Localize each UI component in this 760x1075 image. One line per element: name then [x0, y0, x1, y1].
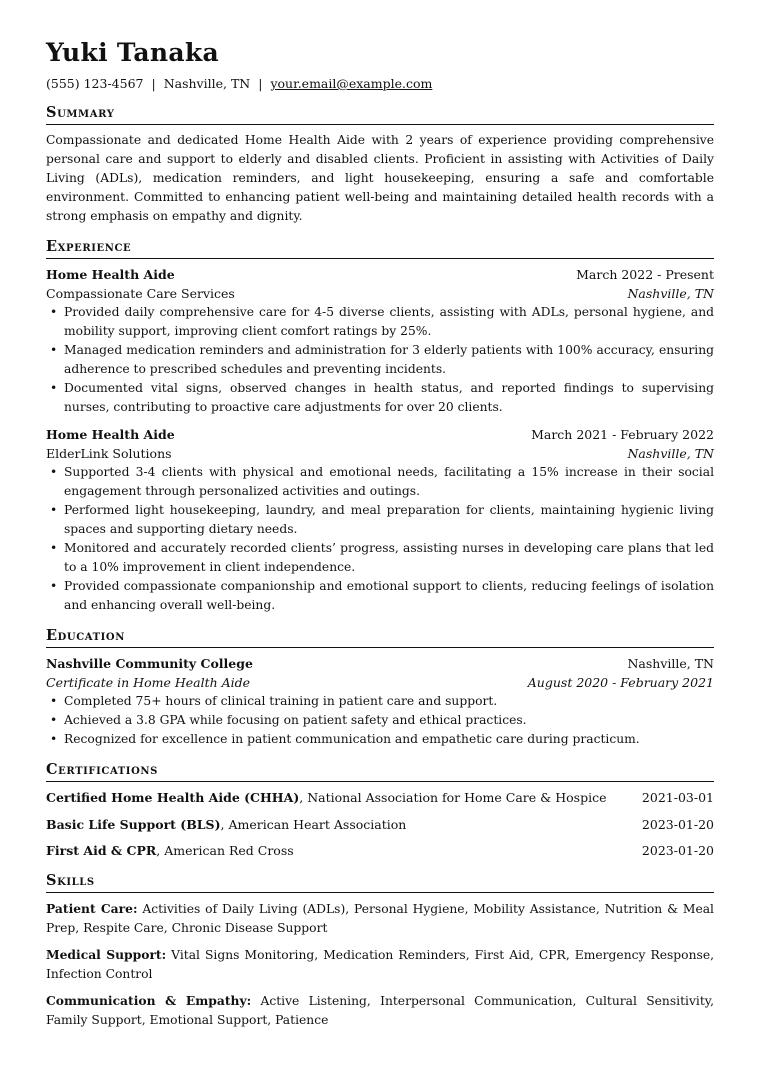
bullet-item: • Recognized for excellence in patient communication and empathetic care during practicum. — [64, 730, 714, 749]
section-title-education: Education — [46, 627, 714, 648]
skill-list: Vital Signs Monitoring, Medication Reminders, First Aid, CPR, Emergency Response, Infection Control — [46, 948, 715, 981]
job-company: Compassionate Care Services — [46, 286, 235, 301]
section-title-certifications: Certifications — [46, 761, 714, 782]
bullet-item: • Completed 75+ hours of clinical training in patient care and support. — [64, 692, 714, 711]
bullet-item: • Provided daily comprehensive care for 4-5 diverse clients, assisting with ADLs, personal hygiene, and mobility support, improving client comfort ratings by 25%. — [64, 303, 714, 341]
job-bullets — [46, 463, 714, 615]
certification-date: 2023-01-20 — [641, 843, 714, 858]
certification-text — [46, 841, 294, 860]
skill-group — [46, 991, 714, 1030]
school-location: Nashville, TN — [627, 656, 714, 671]
skill-group — [46, 945, 714, 984]
job-dates: March 2021 - February 2022 — [531, 427, 714, 442]
certification-issuer: , National Association for Home Care & Hospice — [299, 790, 607, 805]
bullet-item: • Achieved a 3.8 GPA while focusing on patient safety and ethical practices. — [64, 711, 714, 730]
job-title: Home Health Aide — [46, 267, 175, 282]
job-bullets — [46, 303, 714, 417]
job-company-row — [46, 444, 714, 463]
bullet-item: • Provided compassionate companionship and emotional support to clients, reducing feelings of isolation and enhancing overall well-being. — [64, 577, 714, 615]
skill-label: Medical Support: — [46, 947, 167, 962]
certification-date: 2023-01-20 — [641, 816, 714, 832]
certification-name: Certified Home Health Aide (CHHA) — [46, 790, 300, 805]
bullet-item: • Performed light housekeeping, laundry, and meal preparation for clients, maintaining hygienic living spaces and supporting dietary needs. — [64, 501, 714, 539]
bullet-item: • Documented vital signs, observed changes in health status, and reported findings to supervising nurses, contributing to proactive care adjustments for over 20 clients. — [64, 379, 714, 417]
experience-entry — [46, 425, 714, 615]
certification-date: 2021-03-01 — [641, 790, 714, 805]
skill-list: Activities of Daily Living (ADLs), Personal Hygiene, Mobility Assistance, Nutrition & Meal Prep, Respite Care, Chronic Disease Support — [46, 902, 714, 935]
job-header-row — [46, 425, 714, 444]
certification-row — [46, 815, 714, 834]
bullet-item: • Managed medication reminders and administration for 3 elderly patients with 100% accuracy, ensuring adherence to prescribed schedules and preventing incidents. — [64, 341, 714, 379]
skill-label: Communication & Empathy: — [46, 993, 252, 1008]
job-title: Home Health Aide — [46, 427, 175, 442]
email-link[interactable]: your.email@example.com — [270, 76, 433, 91]
contact-separator: | — [151, 76, 156, 91]
candidate-name: Yuki Tanaka — [46, 38, 219, 67]
certification-issuer: , American Red Cross — [156, 843, 294, 858]
section-title-experience: Experience — [46, 238, 714, 259]
school-name: Nashville Community College — [46, 656, 253, 671]
job-dates: March 2022 - Present — [576, 267, 714, 282]
education-dates: August 2020 - February 2021 — [527, 675, 714, 690]
section-title-skills: Skills — [46, 872, 714, 893]
skill-group — [46, 899, 714, 938]
job-header-row — [46, 265, 714, 284]
degree-name: Certificate in Home Health Aide — [46, 675, 251, 690]
phone-number: (555) 123-4567 — [46, 76, 144, 91]
certification-issuer: , American Heart Association — [220, 816, 407, 832]
job-company-row — [46, 284, 714, 303]
certification-name: Basic Life Support (BLS) — [46, 816, 221, 832]
bullet-item: • Supported 3-4 clients with physical and emotional needs, facilitating a 15% increase in their social engagement through personalized activities and outings. — [64, 463, 714, 501]
section-title-summary: Summary — [46, 104, 714, 125]
education-degree-row — [46, 673, 714, 692]
experience-entry — [46, 265, 714, 417]
certification-row — [46, 841, 714, 860]
education-header-row — [46, 654, 714, 673]
bullet-item: • Monitored and accurately recorded clients’ progress, assisting nurses in developing care plans that led to a 10% improvement in client independence. — [64, 539, 714, 577]
certification-row — [46, 788, 714, 807]
job-location: Nashville, TN — [627, 286, 714, 301]
location: Nashville, TN — [163, 76, 251, 91]
job-location: Nashville, TN — [627, 446, 714, 461]
job-company: ElderLink Solutions — [46, 446, 172, 461]
education-bullets — [46, 692, 714, 749]
contact-line — [46, 76, 714, 92]
summary-text: Compassionate and dedicated Home Health Aide with 2 years of experience providing comprehensive personal care and support to elderly and disabled clients. Proficient in assisting with Activities of Daily Living (ADLs), medication reminders, and light housekeeping, ensuring a safe and comfortable environment. Committed to enhancing patient well-being and maintaining detailed health records with a strong emphasis on empathy and dignity. — [46, 133, 714, 223]
contact-separator: | — [258, 76, 263, 91]
skill-list: Active Listening, Interpersonal Communication, Cultural Sensitivity, Family Support, Emotional Support, Patience — [46, 994, 715, 1027]
certification-text — [46, 788, 606, 807]
certification-name: First Aid & CPR — [46, 843, 157, 858]
certification-text — [46, 815, 406, 834]
skill-label: Patient Care: — [46, 901, 138, 916]
